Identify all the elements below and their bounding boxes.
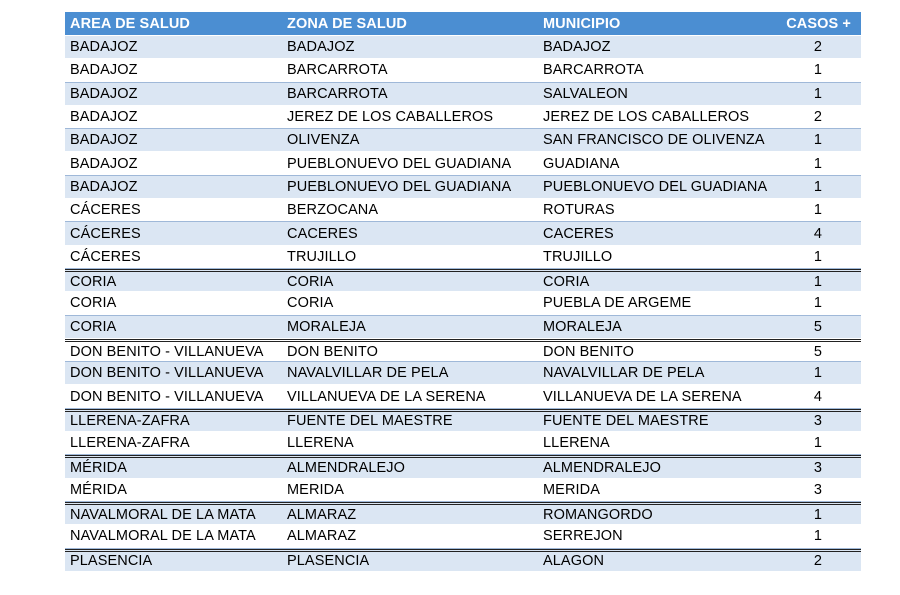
municipio-cell: VILLANUEVA DE LA SERENA [543, 388, 742, 405]
zona-de-salud-cell: ALMARAZ [287, 528, 357, 545]
municipio-cell: FUENTE DEL MAESTRE [543, 413, 709, 430]
area-de-salud-cell: BADAJOZ [70, 155, 138, 172]
area-de-salud-cell: PLASENCIA [70, 553, 153, 570]
casos-cell: 1 [813, 295, 823, 312]
municipio-cell: LLERENA [543, 435, 610, 452]
area-de-salud-cell: MÉRIDA [70, 481, 127, 498]
zona-de-salud-cell: DON BENITO [287, 343, 378, 360]
zona-de-salud-cell: ALMENDRALEJO [287, 459, 406, 476]
casos-cell: 1 [813, 506, 823, 523]
casos-cell: 1 [813, 365, 823, 382]
area-de-salud-cell: CORIA [70, 318, 117, 335]
casos-cell: 1 [813, 62, 823, 79]
zona-de-salud-cell: CORIA [287, 273, 334, 290]
table-row [65, 409, 861, 432]
zona-de-salud-cell: JEREZ DE LOS CABALLEROS [287, 109, 494, 126]
zona-de-salud-cell: MERIDA [287, 481, 344, 498]
municipio-cell: SERREJON [543, 528, 623, 545]
zona-de-salud-cell: BARCARROTA [287, 85, 388, 102]
area-de-salud-cell: BADAJOZ [70, 62, 138, 79]
area-de-salud-cell: BADAJOZ [70, 85, 138, 102]
table-row [65, 129, 861, 152]
municipio-cell: SALVALEON [543, 85, 628, 102]
area-de-salud-cell: BADAJOZ [70, 109, 138, 126]
casos-cell: 5 [813, 343, 823, 360]
municipio-cell: NAVALVILLAR DE PELA [543, 365, 705, 382]
municipio-cell: TRUJILLO [543, 248, 613, 265]
header-casos: CASOS + [786, 15, 851, 32]
table-row [65, 269, 861, 292]
casos-cell: 5 [813, 318, 823, 335]
municipio-cell: ROMANGORDO [543, 506, 653, 523]
casos-cell: 2 [813, 39, 823, 56]
municipio-cell: PUEBLA DE ARGEME [543, 295, 692, 312]
zona-de-salud-cell: BARCARROTA [287, 62, 388, 79]
zona-de-salud-cell: MORALEJA [287, 318, 366, 335]
municipio-cell: DON BENITO [543, 343, 634, 360]
table-row [65, 339, 861, 362]
municipio-cell: GUADIANA [543, 155, 620, 172]
municipio-cell: ALMENDRALEJO [543, 459, 662, 476]
area-de-salud-cell: CORIA [70, 295, 117, 312]
municipio-cell: MORALEJA [543, 318, 622, 335]
area-de-salud-cell: MÉRIDA [70, 459, 127, 476]
table-row [65, 176, 861, 199]
zona-de-salud-cell: PUEBLONUEVO DEL GUADIANA [287, 178, 512, 195]
area-de-salud-cell: NAVALMORAL DE LA MATA [70, 506, 256, 523]
municipio-cell: CACERES [543, 225, 614, 242]
table-row [65, 106, 861, 129]
area-de-salud-cell: CÁCERES [70, 202, 141, 219]
area-de-salud-cell: CORIA [70, 273, 117, 290]
zona-de-salud-cell: PUEBLONUEVO DEL GUADIANA [287, 155, 512, 172]
header-municipio: MUNICIPIO [543, 15, 621, 32]
municipio-cell: ALAGON [543, 553, 605, 570]
municipio-cell: BADAJOZ [543, 39, 611, 56]
table-row [65, 246, 861, 269]
municipio-cell: SAN FRANCISCO DE OLIVENZA [543, 132, 765, 149]
municipio-cell: CORIA [543, 273, 590, 290]
zona-de-salud-cell: OLIVENZA [287, 132, 360, 149]
zona-de-salud-cell: LLERENA [287, 435, 354, 452]
cases-table [65, 12, 861, 572]
casos-cell: 1 [813, 85, 823, 102]
table-row [65, 362, 861, 385]
area-de-salud-cell: BADAJOZ [70, 132, 138, 149]
casos-cell: 1 [813, 435, 823, 452]
zona-de-salud-cell: CORIA [287, 295, 334, 312]
casos-cell: 1 [813, 273, 823, 290]
casos-cell: 2 [813, 553, 823, 570]
area-de-salud-cell: NAVALMORAL DE LA MATA [70, 528, 256, 545]
casos-cell: 1 [813, 155, 823, 172]
casos-cell: 4 [813, 388, 823, 405]
table-row [65, 549, 861, 572]
area-de-salud-cell: CÁCERES [70, 248, 141, 265]
casos-cell: 1 [813, 202, 823, 219]
casos-cell: 4 [813, 225, 823, 242]
table-row [65, 525, 861, 548]
zona-de-salud-cell: CACERES [287, 225, 358, 242]
zona-de-salud-cell: PLASENCIA [287, 553, 370, 570]
table-row [65, 502, 861, 525]
zona-de-salud-cell: NAVALVILLAR DE PELA [287, 365, 449, 382]
table-row [65, 152, 861, 175]
area-de-salud-cell: DON BENITO - VILLANUEVA [70, 343, 264, 360]
area-de-salud-cell: LLERENA-ZAFRA [70, 413, 190, 430]
table-row [65, 385, 861, 408]
zona-de-salud-cell: ALMARAZ [287, 506, 357, 523]
table-row [65, 316, 861, 339]
table-row [65, 59, 861, 82]
casos-cell: 1 [813, 132, 823, 149]
casos-cell: 1 [813, 528, 823, 545]
table-row [65, 292, 861, 315]
zona-de-salud-cell: TRUJILLO [287, 248, 357, 265]
casos-cell: 1 [813, 248, 823, 265]
casos-cell: 3 [813, 413, 823, 430]
casos-cell: 1 [813, 178, 823, 195]
zona-de-salud-cell: BERZOCANA [287, 202, 379, 219]
casos-cell: 2 [813, 109, 823, 126]
area-de-salud-cell: BADAJOZ [70, 178, 138, 195]
area-de-salud-cell: DON BENITO - VILLANUEVA [70, 365, 264, 382]
table-row [65, 199, 861, 222]
zona-de-salud-cell: FUENTE DEL MAESTRE [287, 413, 453, 430]
table-header-row [65, 12, 861, 36]
area-de-salud-cell: LLERENA-ZAFRA [70, 435, 190, 452]
zona-de-salud-cell: BADAJOZ [287, 39, 355, 56]
table-body [65, 36, 861, 572]
casos-cell: 3 [813, 459, 823, 476]
area-de-salud-cell: DON BENITO - VILLANUEVA [70, 388, 264, 405]
table-row [65, 432, 861, 455]
table-row [65, 455, 861, 478]
municipio-cell: PUEBLONUEVO DEL GUADIANA [543, 178, 768, 195]
municipio-cell: MERIDA [543, 481, 600, 498]
casos-cell: 3 [813, 481, 823, 498]
table-row [65, 83, 861, 106]
municipio-cell: JEREZ DE LOS CABALLEROS [543, 109, 750, 126]
municipio-cell: ROTURAS [543, 202, 615, 219]
area-de-salud-cell: BADAJOZ [70, 39, 138, 56]
table-row [65, 36, 861, 59]
zona-de-salud-cell: VILLANUEVA DE LA SERENA [287, 388, 486, 405]
area-de-salud-cell: CÁCERES [70, 225, 141, 242]
municipio-cell: BARCARROTA [543, 62, 644, 79]
header-zona-de-salud: ZONA DE SALUD [287, 15, 407, 32]
table-row [65, 222, 861, 245]
header-area-de-salud: AREA DE SALUD [70, 15, 190, 32]
table-row [65, 479, 861, 502]
